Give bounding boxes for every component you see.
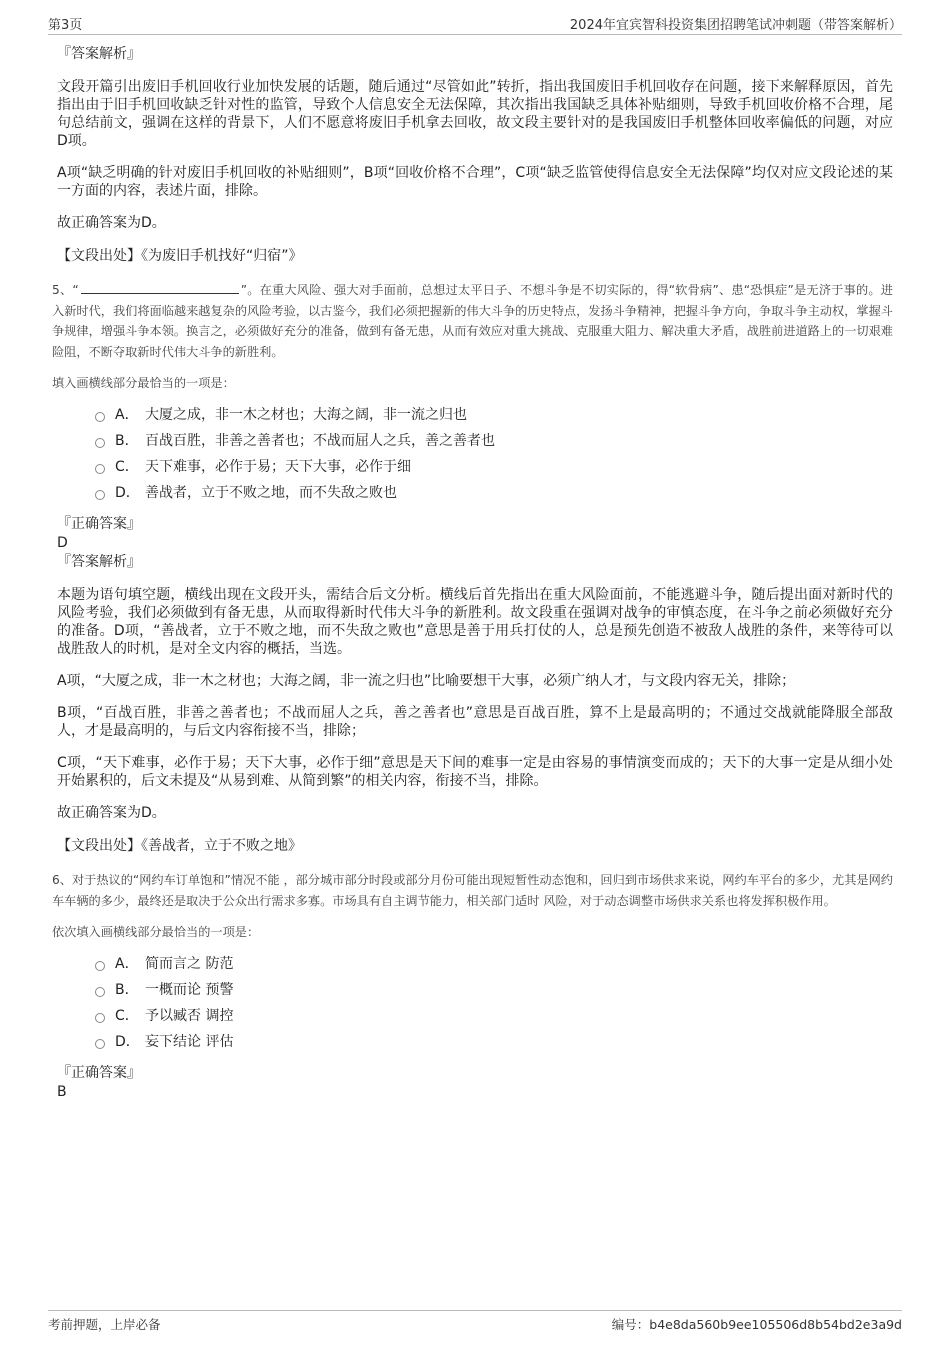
q5-option-a[interactable] <box>95 402 893 428</box>
option-letter: C． <box>115 459 139 475</box>
footer-slogan: 考前押题，上岸必备 <box>48 1317 161 1332</box>
document-code: 编号：b4e8da560b9ee105506d8b54bd2e3a9d <box>611 1317 902 1332</box>
document-title: 2024年宜宾智科投资集团招聘笔试冲刺题（带答案解析） <box>569 18 902 33</box>
q5-option-b[interactable] <box>95 428 893 454</box>
option-letter: D． <box>115 1034 140 1050</box>
q5-options <box>95 402 893 506</box>
page-header <box>48 12 902 35</box>
q5-answer: D <box>57 535 68 551</box>
q6-answer-label: 『正确答案』 <box>57 1065 141 1081</box>
q5-analysis-label: 『答案解析』 <box>57 554 141 570</box>
q5-blank <box>81 281 239 294</box>
option-text: 予以臧否 调控 <box>145 1008 234 1024</box>
q6-option-b[interactable] <box>95 977 893 1003</box>
radio-icon[interactable] <box>95 490 105 500</box>
option-letter: D． <box>115 485 140 501</box>
q5-analysis-paragraph-3: B项，“百战百胜，非善之善者也；不战而屈人之兵，善之善者也”意思是百战百胜，算不上是最高明的；不通过交战就能降服全部敌人，才是最高明的，与后文内容衔接不当，排除； <box>57 705 893 739</box>
q4-analysis-label: 『答案解析』 <box>57 46 141 62</box>
q5-analysis-paragraph-1: 本题为语句填空题，横线出现在文段开头，需结合后文分析。横线后首先指出在重大风险面前，不能逃避斗争，随后提出面对新时代的风险考验，我们必须做到有备无患，从而取得新时代伟大斗争的新胜利。故文段重在强调对战争的审慎态度，在斗争之前必须做好充分的准备。D项，“善战者，立于不败之地，而不失敌之败也”意思是善于用兵打仗的人，总是预先创造不被敌人战胜的条件，来等待可以战胜敌人的时机，是对全文内容的概括，当选。 <box>57 587 893 657</box>
option-letter: A． <box>115 407 139 423</box>
q6-option-a[interactable] <box>95 951 893 977</box>
q5-option-d[interactable] <box>95 480 893 506</box>
page-number: 第3页 <box>48 18 83 33</box>
q5-analysis-paragraph-4: C项，“天下难事，必作于易；天下大事，必作于细”意思是天下间的难事一定是由容易的事情演变而成的；天下的大事一定是从细小处开始累积的，后文未提及“从易到难、从简到繁”的相关内容，衔接不当，排除。 <box>57 755 893 789</box>
radio-icon[interactable] <box>95 438 105 448</box>
option-letter: B． <box>115 433 139 449</box>
page-footer <box>48 1310 902 1333</box>
page-content <box>52 44 893 1101</box>
radio-icon[interactable] <box>95 464 105 474</box>
q4-analysis-paragraph-2: A项“缺乏明确的针对废旧手机回收的补贴细则”，B项“回收价格不合理”，C项“缺乏监管使得信息安全无法保障”均仅对应文段论述的某一方面的内容，表述片面，排除。 <box>57 165 893 199</box>
option-text: 大厦之成，非一木之材也；大海之阔，非一流之归也 <box>145 407 467 423</box>
q5-answer-label: 『正确答案』 <box>57 516 141 532</box>
q5-stem <box>52 280 893 362</box>
q4-analysis-conclusion: 故正确答案为D。 <box>57 215 166 231</box>
option-text: 妄下结论 评估 <box>145 1034 234 1050</box>
option-letter: B． <box>115 982 139 998</box>
option-text: 天下难事，必作于易；天下大事，必作于细 <box>145 459 411 475</box>
radio-icon[interactable] <box>95 1039 105 1049</box>
q6-option-c[interactable] <box>95 1003 893 1029</box>
q5-analysis-conclusion: 故正确答案为D。 <box>57 805 166 821</box>
q4-source: 【文段出处】《为废旧手机找好“归宿”》 <box>57 248 303 264</box>
option-letter: C． <box>115 1008 139 1024</box>
option-text: 简而言之 防范 <box>145 956 234 972</box>
q5-source: 【文段出处】《善战者，立于不败之地》 <box>57 838 302 854</box>
option-text: 百战百胜，非善之善者也；不战而屈人之兵，善之善者也 <box>145 433 495 449</box>
q6-options <box>95 951 893 1055</box>
q5-stem-text: ”。在重大风险、强大对手面前，总想过太平日子、不想斗争是不切实际的，得“软骨病”、患“恐惧症”是无济于事的。进入新时代，我们将面临越来越复杂的风险考验，以古鉴今，我们必须把握新的伟大斗争的历史特点，发扬斗争精神，把握斗争方向，争取斗争主动权，掌握斗争规律，增强斗争本领。换言之，必须做好充分的准备，做到有备无患，从而有效应对重大挑战、克服重大阻力、解决重大矛盾，战胜前进道路上的一切艰难险阻，不断夺取新时代伟大斗争的新胜利。 <box>52 283 893 359</box>
q6-prompt: 依次填入画横线部分最恰当的一项是： <box>52 925 260 939</box>
q6-stem: 6、对于热议的“网约车订单饱和”情况不能 ，部分城市部分时段或部分月份可能出现短暂性动态饱和，回归到市场供求来说，网约车平台的多少，尤其是网约车车辆的多少，最终还是取决于公众出行需求多寡。市场具有自主调节能力，相关部门适时 风险，对于动态调整市场供求关系也将发挥积极作用。 <box>52 873 893 908</box>
q6-option-d[interactable] <box>95 1029 893 1055</box>
q5-option-c[interactable] <box>95 454 893 480</box>
option-text: 一概而论 预警 <box>145 982 234 998</box>
q5-prompt: 填入画横线部分最恰当的一项是： <box>52 376 235 390</box>
radio-icon[interactable] <box>95 961 105 971</box>
radio-icon[interactable] <box>95 412 105 422</box>
q5-number: 5、“ <box>52 283 79 297</box>
option-letter: A． <box>115 956 139 972</box>
option-text: 善战者，立于不败之地，而不失敌之败也 <box>145 485 397 501</box>
q4-analysis-paragraph-1: 文段开篇引出废旧手机回收行业加快发展的话题，随后通过“尽管如此”转折，指出我国废旧手机回收存在问题，接下来解释原因，首先指出由于旧手机回收缺乏针对性的监管，导致个人信息安全无法保障，其次指出我国缺乏具体补贴细则，导致手机回收价格不合理，尾句总结前文，强调在这样的背景下，人们不愿意将废旧手机拿去回收，故文段主要针对的是我国废旧手机整体回收率偏低的问题，对应D项。 <box>57 79 893 149</box>
radio-icon[interactable] <box>95 987 105 997</box>
q6-answer: B <box>57 1084 67 1100</box>
radio-icon[interactable] <box>95 1013 105 1023</box>
q5-analysis-paragraph-2: A项，“大厦之成，非一木之材也；大海之阔，非一流之归也”比喻要想干大事，必须广纳人才，与文段内容无关，排除； <box>57 673 796 689</box>
